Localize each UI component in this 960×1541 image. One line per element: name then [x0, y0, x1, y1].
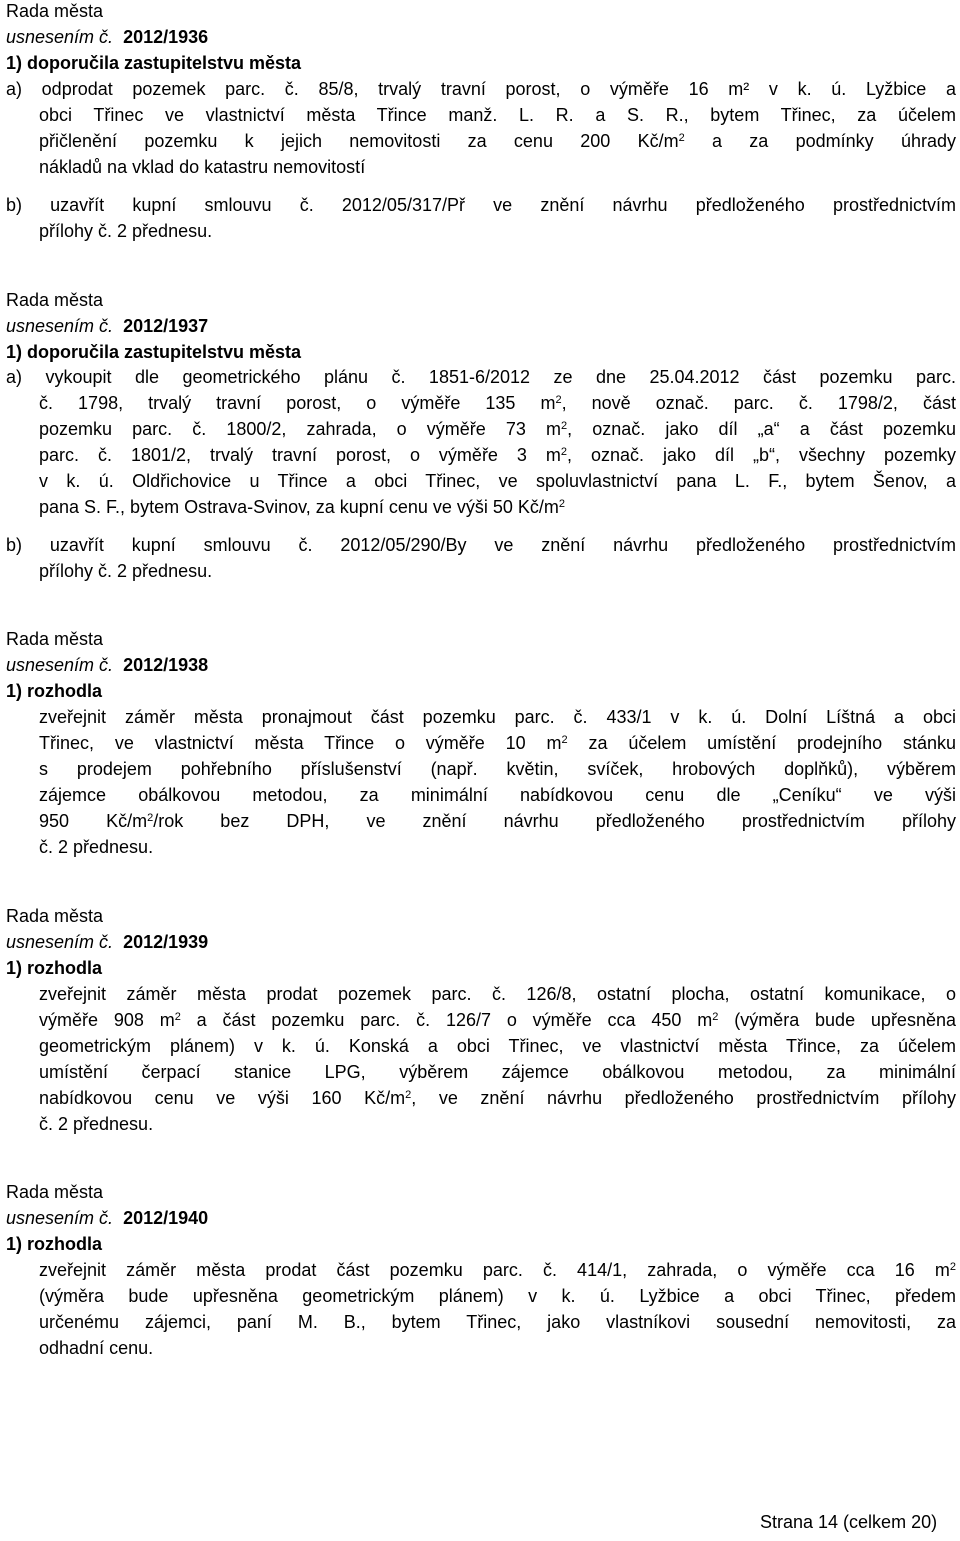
resolution-number: 2012/1938	[123, 655, 209, 675]
usneseni-label: usnesením č.	[6, 27, 114, 47]
text-line-6: č. 2 přednesu.	[39, 1114, 154, 1134]
item-a-line-2: obci Třinec ve vlastnictví města Třince manž. L. R. a S. R., bytem Třinec, za účelem	[39, 105, 956, 125]
text-line-1: zveřejnit záměr města prodat část pozemku parc. č. 414/1, zahrada, o výměře cca 16 $m^2$	[39, 1260, 956, 1280]
text-line-4: odhadní cenu.	[39, 1338, 154, 1358]
text-line-4: umístění čerpací stanice LPG, výběrem zájemce obálkovou metodou, za minimální	[39, 1062, 956, 1082]
text-line-3: určenému zájemci, paní M. B., bytem Třinec, jako vlastníkovi sousední nemovitosti, za	[39, 1312, 956, 1332]
text-line-5: 950 $Kč/m^2$/rok bez DPH, ve znění návrhu předloženého prostřednictvím přílohy	[39, 811, 956, 831]
point-1: 1) rozhodla	[6, 1234, 103, 1254]
item-a-line-3: přičlenění pozemku k jejich nemovitosti za cenu 200 $Kč/m^2$ a za podmínky úhrady	[39, 131, 956, 151]
usneseni-label: usnesením č.	[6, 316, 114, 336]
point-1: 1) doporučila zastupitelstvu města	[6, 53, 302, 73]
rada-label: Rada města	[6, 629, 104, 649]
item-a-line-3: pozemku parc. č. 1800/2, zahrada, o výměře 73 $m^2$, označ. jako díl „a“ a část pozemku	[39, 419, 957, 439]
text-line-3: s prodejem pohřebního příslušenství (např. květin, svíček, hrobových doplňků), výběrem	[39, 759, 956, 779]
item-a-line-6: pana S. F., bytem Ostrava-Svinov, za kupní cenu ve výši 50 $Kč/m^2$	[39, 497, 566, 517]
text-line-3: geometrickým plánem) v k. ú. Konská a obci Třinec, ve vlastnictví města Třince, za účelem	[39, 1036, 956, 1056]
item-b-line-1: b) uzavřít kupní smlouvu č. 2012/05/290/By ve znění návrhu předloženého prostřednictvím	[6, 535, 956, 555]
point-1: 1) doporučila zastupitelstvu města	[6, 342, 302, 362]
text-line-6: č. 2 přednesu.	[39, 837, 154, 857]
rada-label: Rada města	[6, 906, 104, 926]
item-b-line-2: přílohy č. 2 přednesu.	[39, 561, 213, 581]
text-line-2: výměře 908 $m^2$ a část pozemku parc. č. 126/7 o výměře cca 450 $m^2$ (výměra bude upřesněna	[39, 1010, 956, 1030]
text-line-1: zveřejnit záměr města pronajmout část pozemku parc. č. 433/1 v k. ú. Dolní Líštná a obci	[39, 707, 956, 727]
item-a-line-1: a) vykoupit dle geometrického plánu č. 1851-6/2012 ze dne 25.04.2012 část pozemku parc.	[6, 367, 956, 387]
usneseni-label: usnesením č.	[6, 932, 114, 952]
resolution-heading	[6, 931, 208, 953]
resolution-heading	[6, 26, 208, 48]
item-a-line-4: nákladů na vklad do katastru nemovitostí	[39, 157, 366, 177]
resolution-number: 2012/1939	[123, 932, 209, 952]
resolution-heading	[6, 1207, 208, 1229]
text-line-4: zájemce obálkovou metodou, za minimální nabídkovou cenu dle „Ceníku“ ve výši	[39, 785, 956, 805]
resolution-number: 2012/1937	[123, 316, 209, 336]
resolution-heading	[6, 315, 208, 337]
item-b-line-1: b) uzavřít kupní smlouvu č. 2012/05/317/Př ve znění návrhu předloženého prostřednictvím	[6, 195, 956, 215]
usneseni-label: usnesením č.	[6, 655, 114, 675]
text-line-2: (výměra bude upřesněna geometrickým plánem) v k. ú. Lyžbice a obci Třinec, předem	[39, 1286, 956, 1306]
resolution-number: 2012/1940	[123, 1208, 209, 1228]
text-line-2: Třinec, ve vlastnictví města Třince o výměře 10 $m^2$ za účelem umístění prodejního stánku	[39, 733, 956, 753]
item-a-line-5: v k. ú. Oldřichovice u Třince a obci Třinec, ve spoluvlastnictví pana L. F., bytem Šenov, a	[39, 471, 956, 491]
item-a-line-1: a) odprodat pozemek parc. č. 85/8, trvalý travní porost, o výměře 16 m² v k. ú. Lyžbice a	[6, 79, 956, 99]
usneseni-label: usnesením č.	[6, 1208, 114, 1228]
item-a-line-4: parc. č. 1801/2, trvalý travní porost, o výměře 3 $m^2$, označ. jako díl „b“, všechny pozemky	[39, 445, 956, 465]
page-number-footer: Strana 14 (celkem 20)	[760, 1512, 938, 1532]
item-a-line-2: č. 1798, trvalý travní porost, o výměře 135 $m^2$, nově označ. parc. č. 1798/2, část	[39, 393, 956, 413]
text-line-5: nabídkovou cenu ve výši 160 $Kč/m^2$, ve znění návrhu předloženého prostřednictvím přílohy	[39, 1088, 957, 1108]
resolution-heading	[6, 654, 208, 676]
point-1: 1) rozhodla	[6, 681, 103, 701]
text-line-1: zveřejnit záměr města prodat pozemek parc. č. 126/8, ostatní plocha, ostatní komunikace, o	[39, 984, 956, 1004]
point-1: 1) rozhodla	[6, 958, 103, 978]
rada-label: Rada města	[6, 1, 104, 21]
resolution-number: 2012/1936	[123, 27, 209, 47]
rada-label: Rada města	[6, 290, 104, 310]
item-b-line-2: přílohy č. 2 přednesu.	[39, 221, 213, 241]
rada-label: Rada města	[6, 1182, 104, 1202]
